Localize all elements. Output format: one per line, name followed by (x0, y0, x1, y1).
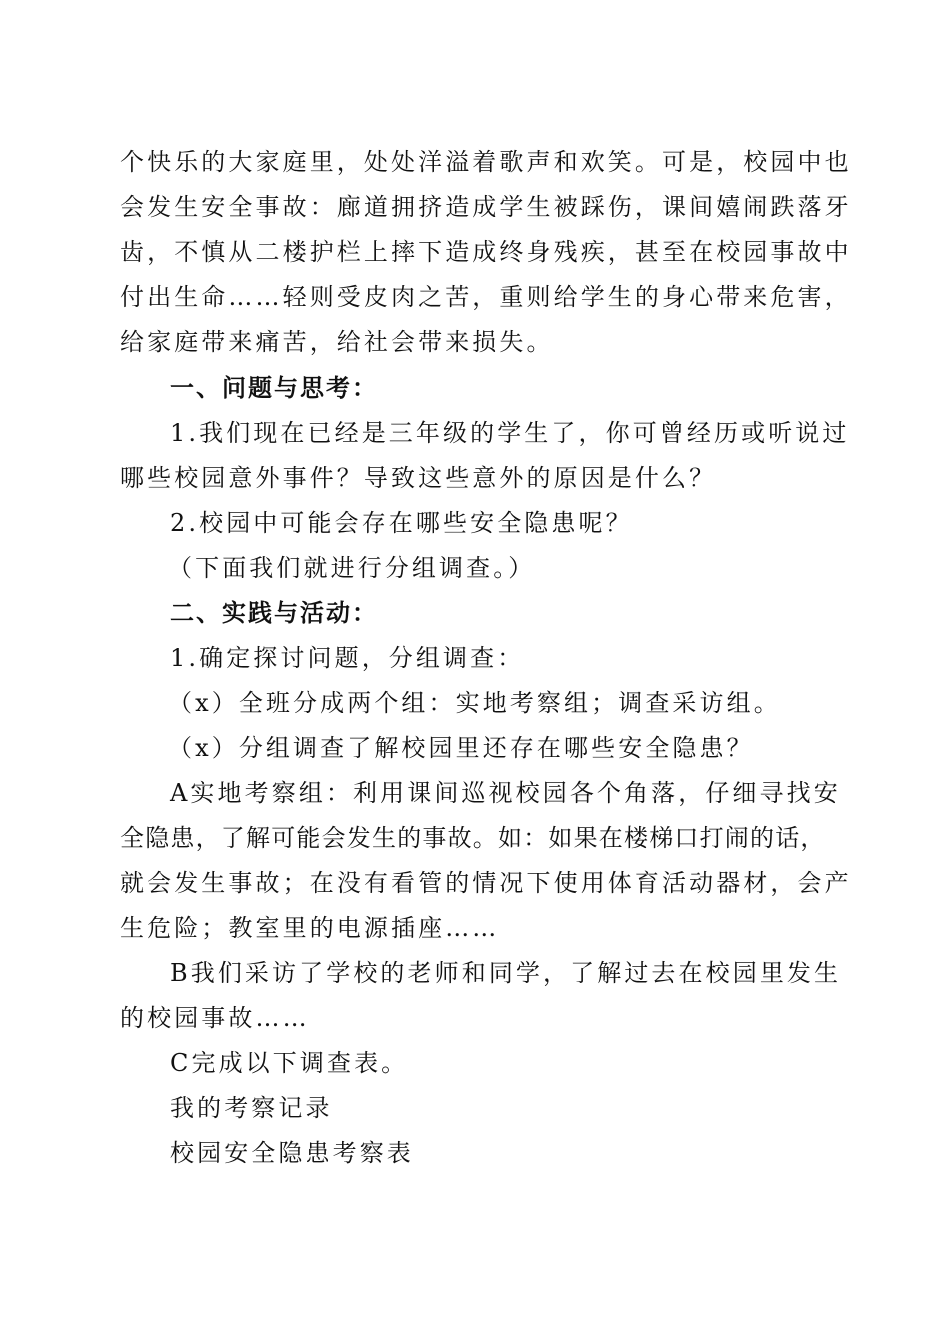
step-1-item-b: （x）分组调查了解校园里还存在哪些安全隐患？ (168, 734, 754, 762)
intro-line: 付出生命……轻则受皮肉之苦，重则给学生的身心带来危害， (120, 283, 852, 311)
group-a-line: 生危险；教室里的电源插座…… (120, 914, 500, 942)
group-a-line: 全隐患，了解可能会发生的事故。如：如果在楼梯口打闹的话， (120, 824, 826, 852)
group-a-line: 就会发生事故；在没有看管的情况下使用体育活动器材，会产 (120, 869, 852, 897)
intro-line: 齿，不慎从二楼护栏上摔下造成终身残疾，甚至在校园事故中 (120, 238, 852, 266)
step-1: 1.确定探讨问题，分组调查： (170, 644, 525, 672)
group-c-text: C完成以下调查表。 (170, 1049, 409, 1077)
group-b-line: 的校园事故…… (120, 1004, 310, 1032)
question-1-line-1: 1.我们现在已经是三年级的学生了，你可曾经历或听说过 (170, 419, 850, 447)
question-2-note: （下面我们就进行分组调查。） (168, 554, 536, 582)
table-title: 校园安全隐患考察表 (170, 1139, 414, 1167)
step-1-item-a: （x）全班分成两个组：实地考察组；调查采访组。 (168, 689, 781, 717)
question-1-line-2: 哪些校园意外事件？导致这些意外的原因是什么？ (120, 464, 717, 492)
record-title: 我的考察记录 (170, 1094, 333, 1122)
document-body (120, 140, 852, 1176)
question-2: 2.校园中可能会存在哪些安全隐患呢？ (170, 509, 633, 537)
intro-line: 会发生安全事故：廊道拥挤造成学生被踩伤，课间嬉闹跌落牙 (120, 193, 852, 221)
section-heading-questions: 一、问题与思考： (170, 374, 378, 402)
group-a-line: A实地考察组：利用课间巡视校园各个角落，仔细寻找安 (170, 779, 841, 807)
intro-line: 个快乐的大家庭里，处处洋溢着歌声和欢笑。可是，校园中也 (120, 148, 852, 176)
section-heading-activities: 二、实践与活动： (170, 599, 378, 627)
intro-line: 给家庭带来痛苦，给社会带来损失。 (120, 328, 554, 356)
group-b-line: B我们采访了学校的老师和同学，了解过去在校园里发生 (170, 959, 842, 987)
